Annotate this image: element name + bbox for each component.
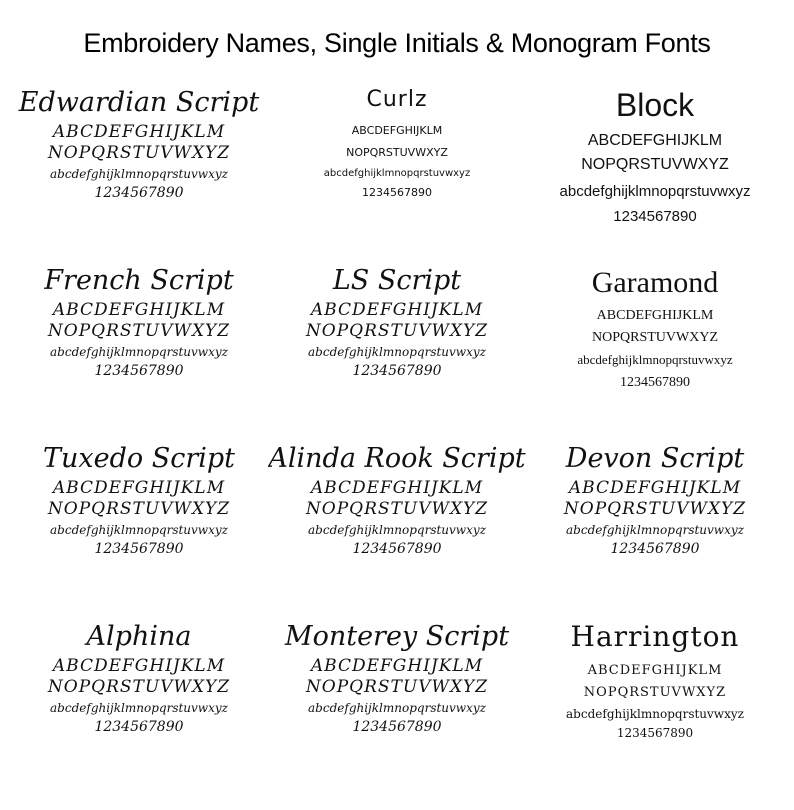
uppercase-row-1: ABCDEFGHIJKLM — [310, 655, 484, 676]
uppercase-row-1: ABCDEFGHIJKLM — [351, 124, 443, 138]
digits-row: 1234567890 — [94, 541, 184, 558]
lowercase-row: abcdefghijklmnopqrstuvwxyz — [559, 183, 751, 201]
digits-row: 1234567890 — [613, 207, 697, 225]
uppercase-row-2: NOPQRSTUVWXYZ — [305, 498, 489, 519]
font-name: Monterey Script — [284, 622, 510, 652]
font-sample-french-script — [10, 266, 268, 444]
digits-row: 1234567890 — [352, 719, 442, 736]
font-name: Harrington — [570, 622, 740, 653]
uppercase-row-1: ABCDEFGHIJKLM — [310, 299, 484, 320]
digits-row: 1234567890 — [94, 719, 184, 736]
uppercase-row-2: NOPQRSTUVWXYZ — [583, 685, 727, 701]
page-title: Embroidery Names, Single Initials & Monogram Fonts — [83, 28, 711, 58]
font-sample-alphina — [10, 622, 268, 800]
uppercase-row-2: NOPQRSTUVWXYZ — [47, 320, 231, 341]
uppercase-row-1: ABCDEFGHIJKLM — [568, 477, 742, 498]
uppercase-row-2: NOPQRSTUVWXYZ — [47, 142, 231, 163]
digits-row: 1234567890 — [616, 726, 694, 741]
digits-row: 1234567890 — [94, 185, 184, 202]
font-sample-tuxedo-script — [10, 444, 268, 622]
lowercase-row: abcdefghijklmnopqrstuvwxyz — [50, 167, 228, 182]
lowercase-row: abcdefghijklmnopqrstuvwxyz — [308, 523, 486, 538]
font-name: Curlz — [366, 88, 428, 112]
font-sample-alinda-rook-script — [268, 444, 526, 622]
lowercase-row: abcdefghijklmnopqrstuvwxyz — [50, 523, 228, 538]
font-sample-curlz — [268, 88, 526, 266]
lowercase-row: abcdefghijklmnopqrstuvwxyz — [566, 523, 744, 538]
font-name: Alinda Rook Script — [268, 444, 526, 474]
font-name: Tuxedo Script — [42, 444, 236, 474]
uppercase-row-2: NOPQRSTUVWXYZ — [346, 145, 448, 159]
uppercase-row-1: ABCDEFGHIJKLM — [52, 477, 226, 498]
uppercase-row-1: ABCDEFGHIJKLM — [52, 121, 226, 142]
uppercase-row-1: ABCDEFGHIJKLM — [310, 477, 484, 498]
uppercase-row-1: ABCDEFGHIJKLM — [52, 299, 226, 320]
lowercase-row: abcdefghijklmnopqrstuvwxyz — [50, 701, 228, 716]
digits-row: 1234567890 — [362, 186, 432, 200]
digits-row: 1234567890 — [620, 375, 690, 391]
uppercase-row-2: NOPQRSTUVWXYZ — [47, 498, 231, 519]
uppercase-row-2: NOPQRSTUVWXYZ — [305, 320, 489, 341]
uppercase-row-2: NOPQRSTUVWXYZ — [581, 156, 729, 174]
font-sample-ls-script — [268, 266, 526, 444]
lowercase-row: abcdefghijklmnopqrstuvwxyz — [323, 167, 471, 179]
lowercase-row: abcdefghijklmnopqrstuvwxyz — [577, 352, 733, 367]
font-name: Devon Script — [565, 444, 745, 474]
uppercase-row-1: ABCDEFGHIJKLM — [52, 655, 226, 676]
digits-row: 1234567890 — [352, 363, 442, 380]
font-sample-harrington — [526, 622, 784, 800]
uppercase-row-2: NOPQRSTUVWXYZ — [305, 676, 489, 697]
lowercase-row: abcdefghijklmnopqrstuvwxyz — [50, 345, 228, 360]
font-sample-devon-script — [526, 444, 784, 622]
font-name: Block — [615, 88, 695, 123]
font-name: French Script — [44, 266, 234, 296]
uppercase-row-2: NOPQRSTUVWXYZ — [47, 676, 231, 697]
lowercase-row: abcdefghijklmnopqrstuvwxyz — [566, 707, 744, 722]
uppercase-row-1: ABCDEFGHIJKLM — [587, 662, 723, 678]
font-name: LS Script — [332, 266, 462, 296]
digits-row: 1234567890 — [610, 541, 700, 558]
uppercase-row-1: ABCDEFGHIJKLM — [587, 132, 723, 150]
font-sample-block — [526, 88, 784, 266]
digits-row: 1234567890 — [352, 541, 442, 558]
font-sample-grid — [10, 88, 784, 804]
font-name: Garamond — [591, 266, 719, 299]
font-name: Alphina — [86, 622, 192, 652]
lowercase-row: abcdefghijklmnopqrstuvwxyz — [308, 701, 486, 716]
uppercase-row-2: NOPQRSTUVWXYZ — [592, 329, 718, 345]
uppercase-row-2: NOPQRSTUVWXYZ — [563, 498, 747, 519]
font-name: Edwardian Script — [18, 88, 260, 118]
font-sample-garamond — [526, 266, 784, 444]
lowercase-row: abcdefghijklmnopqrstuvwxyz — [308, 345, 486, 360]
uppercase-row-1: ABCDEFGHIJKLM — [596, 308, 714, 323]
digits-row: 1234567890 — [94, 363, 184, 380]
font-sample-monterey-script — [268, 622, 526, 800]
font-sample-edwardian-script — [10, 88, 268, 266]
